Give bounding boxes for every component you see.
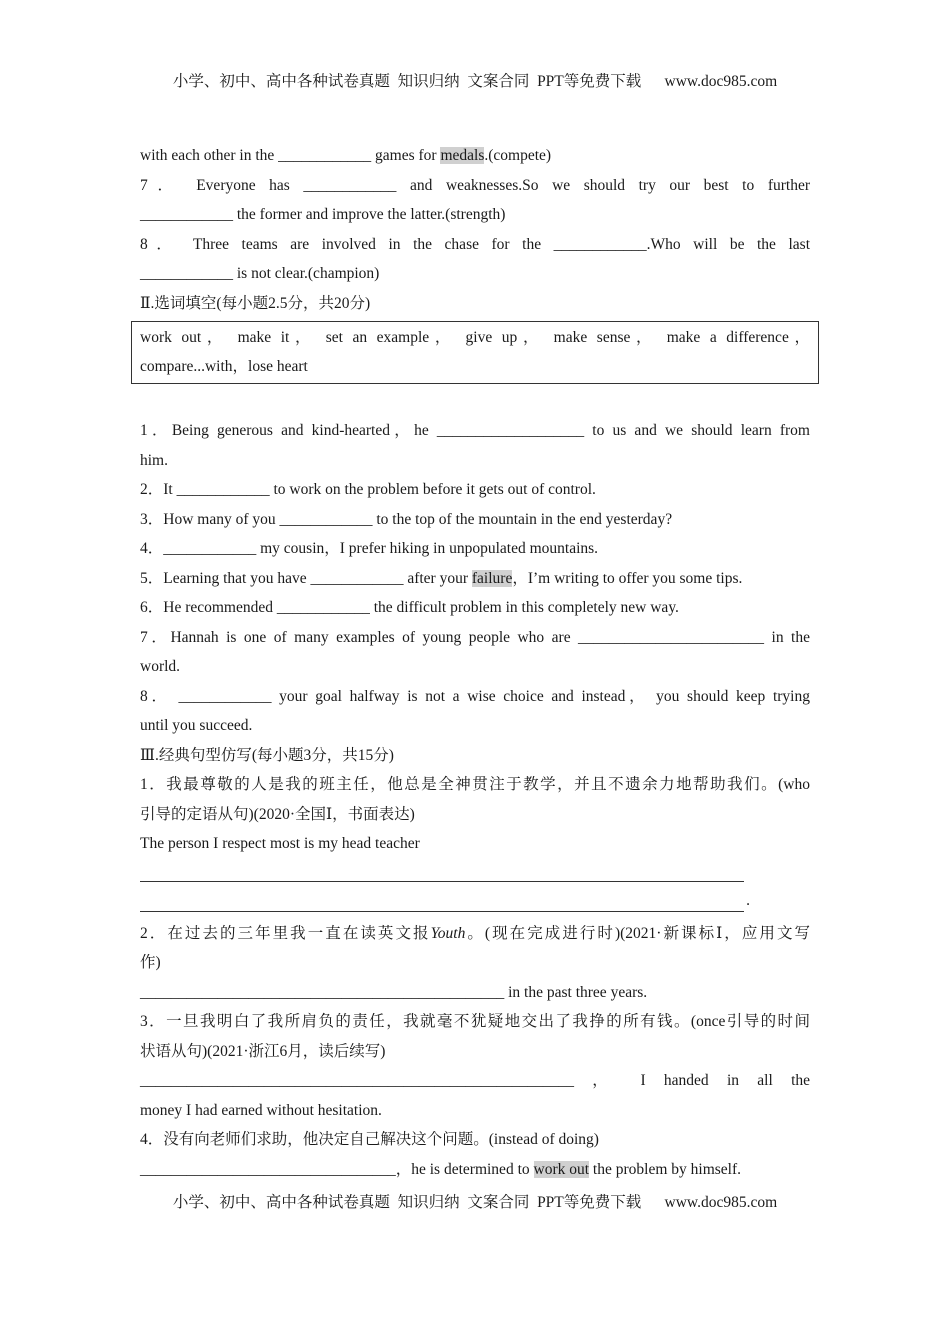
part3-q4-answer (140, 1155, 810, 1185)
highlight-failure: failure (471, 569, 513, 587)
answer-line-1a[interactable] (140, 859, 744, 882)
part3-q2-line2: 作) (140, 954, 161, 971)
part3-q4-line1: 4．没有向老师们求助，他决定自己解决这个问题。(instead of doing) (140, 1131, 599, 1148)
q6-hint: .(compete) (484, 147, 552, 164)
part2-q4: 4．____________ my cousin，I prefer hiking in unpopulated mountains. (140, 540, 599, 557)
part1-q8-line2: ____________ is not clear.(champion) (140, 265, 380, 282)
part2-q1-line2: him. (140, 451, 168, 469)
part2-q7-line1: 7．Hannah is one of many examples of young people who are ________________________ in the (140, 628, 810, 646)
part3-q1-line1: 1．我最尊敬的人是我的班主任，他总是全神贯注于教学，并且不遗余力地帮助我们。(who (140, 776, 810, 793)
youth-title: Youth (430, 924, 466, 942)
q2-text: 2．在过去的三年里我一直在读英文报 (140, 924, 431, 942)
part1-q7-line2: ____________ the former and improve the latter.(strength) (140, 206, 506, 223)
word-bank-box (131, 321, 819, 384)
part2-q8-line1: 8． ____________ your goal halfway is not a wise choice and instead， you should keep trying (140, 687, 810, 705)
part3-q2-answer: _______________________________________________ in the past three years. (140, 983, 648, 1001)
part2-q8-line2: until you succeed. (140, 717, 253, 734)
part2-q5 (140, 564, 810, 594)
worksheet-content (140, 141, 810, 1184)
answer-line-1b[interactable] (140, 889, 744, 912)
q2-text-end: 。(现在完成进行时)(2021·新课标Ⅰ，应用文写 (465, 924, 810, 942)
part3-q2-line1 (140, 919, 810, 949)
word-bank-line1: work out， make it， set an example， give up， make sense， make a difference， (140, 329, 810, 346)
part2-title: Ⅱ.选词填空(每小题2.5分，共20分) (140, 294, 371, 312)
part2-q2: 2．It ____________ to work on the problem before it gets out of control. (140, 481, 596, 498)
part2-q3: 3．How many of you ____________ to the top of the mountain in the end yesterday? (140, 510, 673, 528)
page-footer: 小学、初中、高中各种试卷真题 知识归纳 文案合同 PPT等免费下载 www.doc985.com (172, 1194, 778, 1211)
part3-q3-answer-line1: ________________________________________________________ ， I handed in all the (140, 1072, 810, 1089)
part2-q6: 6．He recommended ____________ the difficult problem in this completely new way. (140, 599, 679, 616)
part3-q3-line1: 3．一旦我明白了我所肩负的责任，我就毫不犹疑地交出了我挣的所有钱。(once引导的时间 (140, 1013, 810, 1030)
part3-q1-given: The person I respect most is my head teacher (140, 835, 420, 852)
part2-q7-line2: world. (140, 658, 181, 675)
word-bank-line2: compare...with，lose heart (140, 358, 308, 375)
q4-answer-end: the problem by himself. (589, 1160, 742, 1178)
q5-text: 5．Learning that you have ____________ after your (140, 569, 472, 587)
part1-q7-line1: 7． Everyone has ____________ and weaknesses.So we should try our best to further (140, 176, 810, 194)
q5-text-end: ，I’m writing to offer you some tips. (512, 569, 743, 587)
page-header: 小学、初中、高中各种试卷真题 知识归纳 文案合同 PPT等免费下载 www.doc985.com (172, 73, 778, 90)
part3-q3-line2: 状语从句)(2021·浙江6月，读后续写) (140, 1042, 386, 1060)
part1-q6-tail (140, 141, 810, 171)
part1-q8-line1: 8． Three teams are involved in the chase for the ____________.Who will be the last (140, 235, 810, 253)
part3-q3-answer-line2: money I had earned without hesitation. (140, 1101, 382, 1119)
q6-text: with each other in the ____________ games for (140, 147, 441, 164)
part2-q1-line1: 1．Being generous and kind-hearted，he ___________________ to us and we should learn from (140, 422, 810, 439)
part3-q1-line2: 引导的定语从句)(2020·全国Ⅰ，书面表达) (140, 805, 415, 823)
highlight-work-out: work out (533, 1160, 590, 1178)
q4-answer-text: _________________________________，he is determined to (140, 1160, 534, 1178)
part3-title: Ⅲ.经典句型仿写(每小题3分，共15分) (140, 746, 394, 764)
highlight-medals: medals (440, 147, 485, 164)
